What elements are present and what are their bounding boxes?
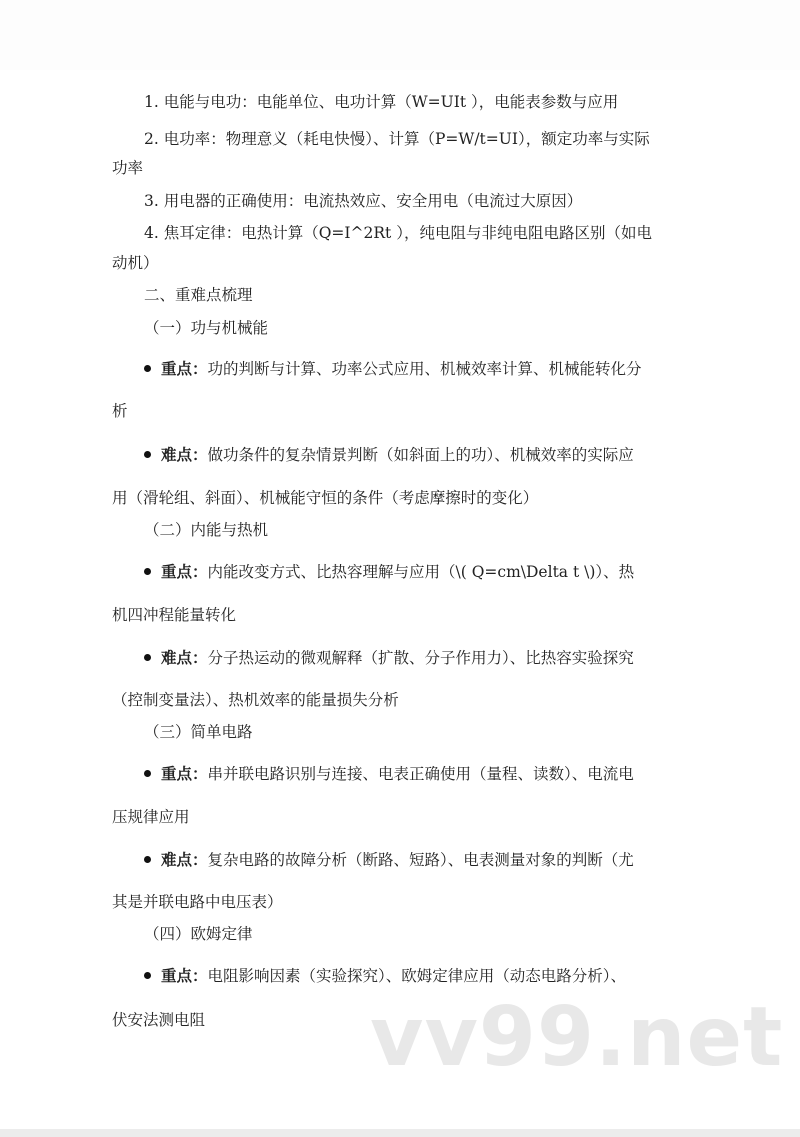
key-point-4 bbox=[144, 966, 626, 986]
difficulty-text: 分子热运动的微观解释（扩散、分子作用力）、比热容实验探究 bbox=[207, 649, 634, 667]
bullet-icon bbox=[144, 568, 151, 575]
list-item-4-continued: 动机） bbox=[112, 254, 159, 272]
key-text: 功的判断与计算、功率公式应用、机械效率计算、机械能转化分 bbox=[207, 360, 642, 378]
difficulty-text: 做功条件的复杂情景判断（如斜面上的功）、机械效率的实际应 bbox=[207, 446, 634, 464]
key-text: 内能改变方式、比热容理解与应用（\( Q=cm\Delta t \)）、热 bbox=[207, 563, 635, 581]
list-item-3: 3. 用电器的正确使用：电流热效应、安全用电（电流过大原因） bbox=[144, 192, 583, 210]
difficulty-point-1-continued: 用（滑轮组、斜面）、机械能守恒的条件（考虑摩擦时的变化） bbox=[112, 489, 539, 507]
key-point-2-continued: 机四冲程能量转化 bbox=[112, 606, 237, 624]
key-point-3 bbox=[144, 764, 634, 784]
key-label: 重点： bbox=[161, 562, 208, 581]
key-point-1-continued: 析 bbox=[112, 402, 128, 420]
page-bottom-edge bbox=[0, 1129, 800, 1137]
key-label: 重点： bbox=[161, 764, 208, 783]
difficulty-text: 复杂电路的故障分析（断路、短路）、电表测量对象的判断（尤 bbox=[207, 851, 634, 869]
difficulty-label: 难点： bbox=[161, 648, 208, 667]
watermark: vv99.net bbox=[370, 990, 784, 1085]
bullet-icon bbox=[144, 654, 151, 661]
difficulty-label: 难点： bbox=[161, 445, 208, 464]
bullet-icon bbox=[144, 365, 151, 372]
key-label: 重点： bbox=[161, 966, 208, 985]
key-point-2 bbox=[144, 562, 634, 582]
list-item-1: 1. 电能与电功：电能单位、电功计算（W=UIt ），电能表参数与应用 bbox=[144, 93, 619, 111]
subsection-heading-3: （三）简单电路 bbox=[144, 723, 253, 741]
list-item-2: 2. 电功率：物理意义（耗电快慢）、计算（P=W/t=UI），额定功率与实际 bbox=[144, 130, 650, 148]
key-point-1 bbox=[144, 359, 642, 379]
bullet-icon bbox=[144, 972, 151, 979]
key-text: 电阻影响因素（实验探究）、欧姆定律应用（动态电路分析）、 bbox=[207, 967, 627, 985]
document-page bbox=[0, 70, 800, 1129]
list-item-2-continued: 功率 bbox=[112, 159, 144, 177]
difficulty-point-3 bbox=[144, 850, 634, 870]
section-title: 二、重难点梳理 bbox=[144, 286, 253, 304]
difficulty-point-2-continued: （控制变量法）、热机效率的能量损失分析 bbox=[112, 691, 399, 709]
key-point-4-continued: 伏安法测电阻 bbox=[112, 1011, 206, 1029]
list-item-4: 4. 焦耳定律：电热计算（Q=I^2Rt ），纯电阻与非纯电阻电路区别（如电 bbox=[144, 224, 652, 242]
difficulty-point-1 bbox=[144, 445, 634, 465]
bullet-icon bbox=[144, 770, 151, 777]
bullet-icon bbox=[144, 856, 151, 863]
subsection-heading-4: （四）欧姆定律 bbox=[144, 925, 253, 943]
bullet-icon bbox=[144, 451, 151, 458]
viewer-top-bar bbox=[0, 0, 800, 71]
difficulty-point-2 bbox=[144, 648, 634, 668]
difficulty-label: 难点： bbox=[161, 850, 208, 869]
key-text: 串并联电路识别与连接、电表正确使用（量程、读数）、电流电 bbox=[207, 765, 634, 783]
key-point-3-continued: 压规律应用 bbox=[112, 808, 190, 826]
subsection-heading-1: （一）功与机械能 bbox=[144, 319, 269, 337]
subsection-heading-2: （二）内能与热机 bbox=[144, 521, 269, 539]
difficulty-point-3-continued: 其是并联电路中电压表） bbox=[112, 893, 283, 911]
key-label: 重点： bbox=[161, 359, 208, 378]
